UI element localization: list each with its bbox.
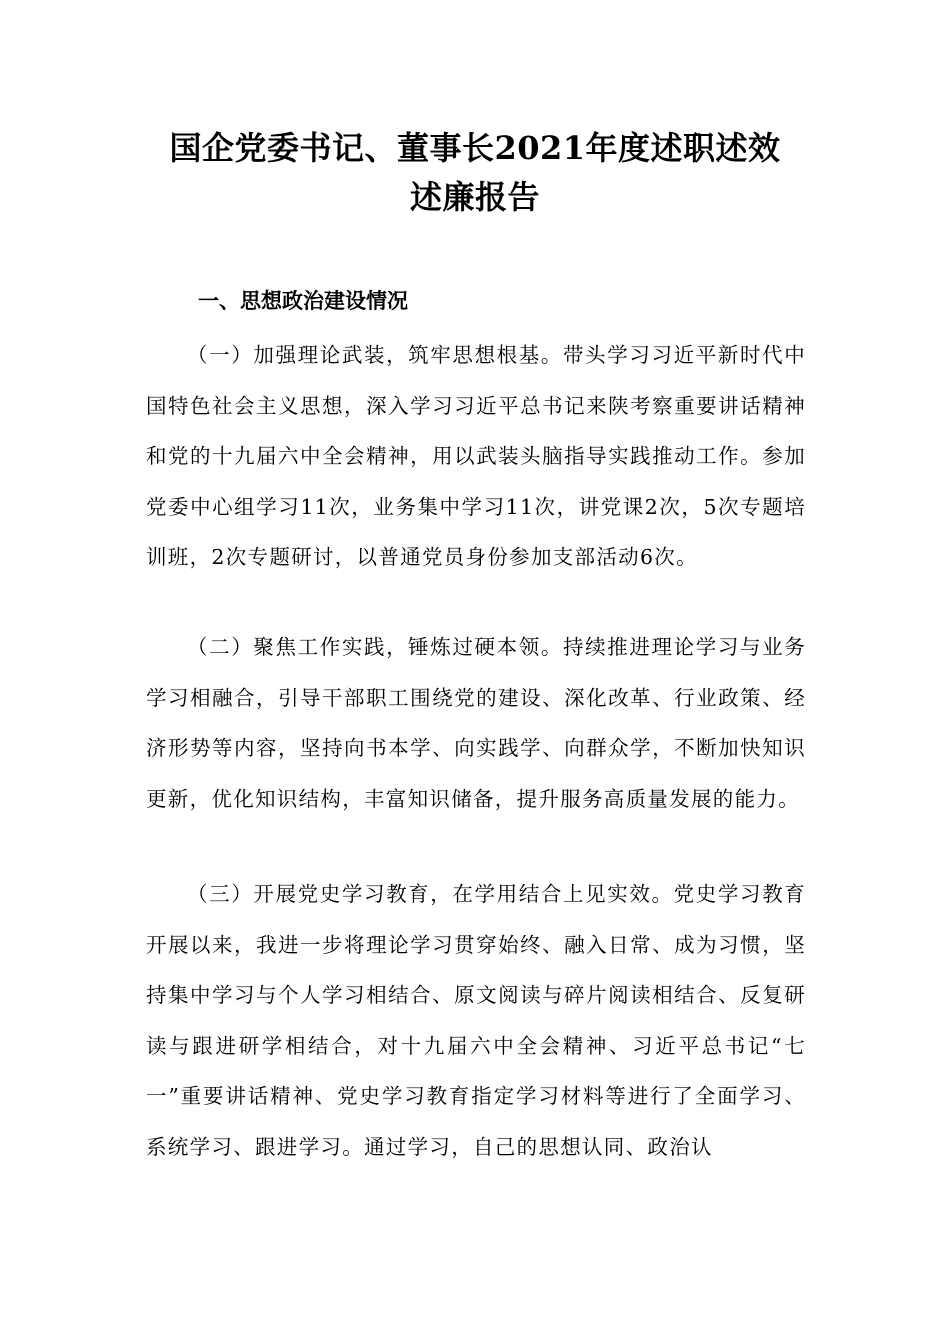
section-heading: 一、思想政治建设情况 [198,289,408,313]
paragraph-2: （二）聚焦工作实践，锤炼过硬本领。持续推进理论学习与业务学习相融合，引导干部职工围绕党的建设、深化改革、行业政策、经济形势等内容，坚持向书本学、向实践学、向群众学，不断加快知识更新，优化知识结构，丰富知识储备，提升服务高质量发展的能力。 [146,635,806,811]
paragraph-3: （三）开展党史学习教育，在学用结合上见实效。党史学习教育开展以来，我进一步将理论学习贯穿始终、融入日常、成为习惯，坚持集中学习与个人学习相结合、原文阅读与碎片阅读相结合、反复研读与跟进研学相结合，对十九届六中全会精神、习近平总书记“七一”重要讲话精神、党史学习教育指定学习材料等进行了全面学习、系统学习、跟进学习。通过学习，自己的思想认同、政治认 [146,882,806,1159]
paragraph-1: （一）加强理论武装，筑牢思想根基。带头学习习近平新时代中国特色社会主义思想，深入学习习近平总书记来陕考察重要讲话精神和党的十九届六中全会精神，用以武装头脑指导实践推动工作。参加党委中心组学习11次，业务集中学习11次，讲党课2次，5次专题培训班，2次专题研讨，以普通党员身份参加支部活动6次。 [146,343,806,569]
document-title-line-2: 述廉报告 [409,178,540,216]
document-title-line-1: 国企党委书记、董事长2021年度述职述效 [169,129,781,167]
